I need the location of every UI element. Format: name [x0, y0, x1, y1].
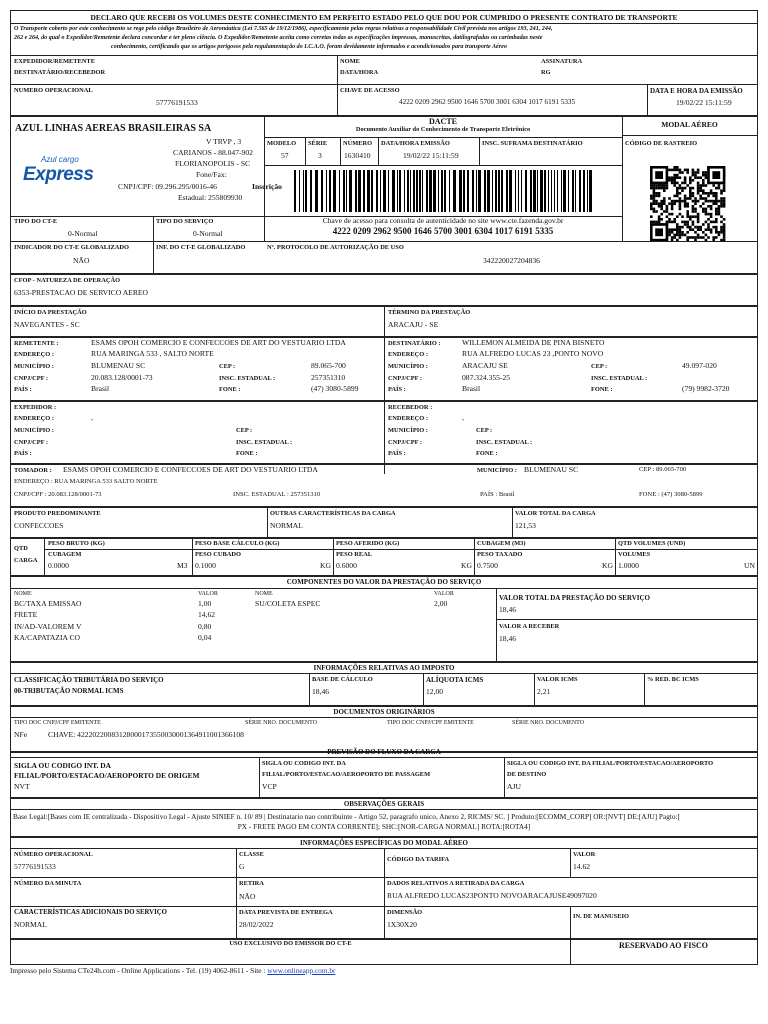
recipient-party-label: DESTINATÁRIO : [388, 340, 441, 347]
flow-origin-label: SIGLA OU CODIGO INT. DA FILIAL/PORTO/ESTACAO/AEROPORTO DE ORIGEM [14, 761, 200, 780]
cubed-weight-value: 0.1000 [195, 561, 216, 570]
dim-value: 1X30X20 [387, 920, 417, 929]
route-start-label: INÍCIO DA PRESTAÇÃO [14, 309, 87, 316]
modal-value: 14.62 [573, 862, 591, 871]
vol-unit: UN [744, 561, 755, 570]
docs-col-2: SÉRIE NRO. DOCUMENTO [245, 720, 318, 726]
recipient-address: RUA ALFREDO LUCAS 23 ,PONTO NOVO [462, 349, 604, 358]
rg-label: RG [541, 69, 551, 76]
model-label: MODELO [267, 140, 297, 147]
barcode-image [292, 170, 596, 212]
tomador-label: TOMADOR : [14, 467, 52, 474]
recebedor-city-label: MUNICÍPIO : [388, 427, 428, 434]
product-value: CONFECCOES [14, 521, 64, 530]
legal-line-1: O Transporte coberto por este conhecimento se rege pelo código Brasileiro de Aeronáutica (Lei 7.565 de 19/12/1986), especificamente pelas regras relativas a responsabilidade Civil prevista nos artigos 193, 241, 244, [14, 26, 553, 32]
tracking-label: CÓDIGO DE RASTREIO [625, 140, 698, 147]
recipient-phone-label: FONE : [591, 386, 613, 393]
component-name: BC/TAXA EMISSAO [14, 599, 82, 608]
components-title: COMPONENTES DO VALOR DA PRESTAÇÃO DO SERVIÇO [286, 578, 482, 586]
protocol-value: 342220027204836 [483, 256, 540, 265]
number-label: NÚMERO [343, 140, 373, 147]
global-label: INDICADOR DO CT-E GLOBALIZADO [14, 244, 129, 251]
exclusive-label: USO EXCLUSIVO DO EMISSOR DO CT-E [229, 940, 352, 947]
modal-title: INFORMAÇÕES ESPECÍFICAS DO MODAL AÉREO [299, 839, 469, 847]
global-value: NÃO [73, 256, 90, 265]
azul-cargo-express-logo [19, 156, 119, 188]
dacte-title: DACTE [428, 117, 457, 126]
receipt-declaration: DECLARO QUE RECEBI OS VOLUMES DESTE CONHECIMENTO EM PERFEITO ESTADO PELO QUE DOU POR CUMPRIDO O PRESENTE CONTRATO DE TRANSPORTE [90, 13, 678, 22]
component-name: IN/AD-VALOREM V [14, 621, 82, 631]
consult-text: Chave de acesso para consulta de autenticidade no site www.cte.fazenda.gov.br [322, 216, 564, 225]
sender-party-label: REMETENTE : [14, 340, 59, 347]
component-name: SU/COLETA ESPEC [255, 599, 321, 608]
pickup-value: RUA ALFREDO LUCAS23PONTO NOVOARACAJUSE49097020 [387, 891, 597, 900]
sender-ie-label: INSC. ESTADUAL : [219, 375, 276, 382]
recipient-name: WILLEMON ALMEIDA DE PINA BISNETO [462, 338, 605, 347]
route-end: ARACAJU - SE [388, 320, 439, 329]
real-weight-value: 0.6000 [336, 561, 357, 570]
carrier-ie: Estadual: 255809930 [178, 193, 243, 202]
receive-label: VALOR A RECEBER [499, 623, 560, 630]
volumes-label: QTD VOLUMES (UND) [618, 540, 686, 547]
number-value: 1630410 [344, 151, 371, 160]
recipient-cep: 49.097-020 [682, 361, 717, 370]
comp-name-col: NOME [14, 591, 32, 597]
sender-label: EXPEDIDOR/REMETENTE [14, 58, 95, 65]
recebedor-label: RECEBEDOR : [388, 404, 433, 411]
comp-value-col-2: VALOR [434, 591, 454, 597]
tomador-country: PAÍS : Brasil [480, 491, 515, 498]
cfop-value: 6353-PRESTACAO DE SERVICO AEREO [14, 288, 149, 297]
retira-label: RETIRA [239, 880, 264, 887]
signature-label: ASSINATURA [541, 58, 583, 65]
sender-cnpj-label: CNPJ/CPF : [14, 375, 49, 382]
recipient-cnpj: 087.324.355-25 [462, 373, 511, 382]
qr-code-image [648, 164, 728, 242]
recipient-cnpj-label: CNPJ/CPF : [388, 375, 423, 382]
tomador-name: ESAMS OPOH COMERCIO E CONFECCOES DE ART DO VESTUARIO LTDA [63, 465, 318, 474]
tax-class-value: 00-TRIBUTAÇÃO NORMAL ICMS [14, 687, 124, 695]
op-number: 57776191533 [156, 98, 198, 107]
access-key-main: 4222 0209 2962 9500 1646 5700 3001 6304 1017 6191 5335 [332, 226, 554, 236]
recebedor-cnpj-label: CNPJ/CPF : [388, 439, 423, 446]
expedidor-city-label: MUNICÍPIO : [14, 427, 54, 434]
product-label: PRODUTO PREDOMINANTE [14, 510, 101, 517]
flow-pass-value: VCP [262, 782, 277, 791]
flow-dest-value: AJU [507, 782, 521, 791]
protocol-label: Nº. PROTOCOLO DE AUTORIZAÇÃO DE USO [267, 244, 404, 251]
vol-label: VOLUMES [618, 551, 651, 558]
expedidor-cnpj-label: CNPJ/CPF : [14, 439, 49, 446]
route-start: NAVEGANTES - SC [14, 320, 80, 329]
component-name: FRETE [14, 610, 38, 620]
modal-class-label: CLASSE [239, 851, 264, 858]
tomador-address: ENDEREÇO : RUA MARINGA 533 SALTO NORTE [14, 478, 158, 485]
expedidor-ie-label: INSC. ESTADUAL : [236, 439, 293, 446]
cte-type-value: 0-Normal [68, 229, 98, 238]
flow-pass-label-2: FILIAL/PORTO/ESTACAO/AEROPORTO DE PASSAGEM [262, 771, 431, 778]
tax-value-label: VALOR ICMS [537, 676, 578, 683]
model-value: 57 [281, 151, 289, 160]
logo-main-text: Express [23, 164, 94, 185]
extra-value: NORMAL [14, 920, 47, 929]
cte-type-label: TIPO DO CT-E [14, 218, 58, 225]
doc-type: NFe [14, 730, 28, 739]
dim-label: DIMENSÃO [387, 909, 423, 916]
tax-base-label: BASE DE CÁLCULO [312, 676, 373, 683]
service-type-value: 0-Normal [193, 229, 223, 238]
recipient-ie-label: INSC. ESTADUAL : [591, 375, 648, 382]
carrier-phone: Fone/Fax: [196, 170, 227, 179]
sender-country-label: PAÍS : [14, 386, 32, 393]
carrier-addr-3: FLORIANOPOLIS - SC [175, 159, 251, 168]
recipient-phone: (79) 9982-3720 [682, 384, 730, 393]
modal-class-value: G [239, 862, 245, 871]
legal-line-2: 262 e 264, do qual o Expedidor/Remetente declara concordar e ter pleno ciência. O Expedidor/Remetente aceita como corretas todas as especificações impressas, manuscritas, datilografadas ou carimbadas neste [14, 35, 543, 41]
op-number-label: NUMERO OPERACIONAL [14, 87, 93, 94]
manuseio-label: IN. DE MANUSEIO [573, 913, 629, 920]
docs-title: DOCUMENTOS ORIGINÁRIOS [333, 708, 435, 716]
series-value: 3 [318, 151, 322, 160]
obs-line-2: PX - FRETE PAGO EM CONTA CORRENTE]; SHC:[NOR-CARGA NORMAL] ROTA:[ROTA4] [237, 822, 531, 831]
real-weight-unit: KG [461, 561, 472, 570]
flow-origin-value: NVT [14, 782, 30, 791]
emission-label: DATA E HORA DA EMISSÃO [650, 87, 743, 95]
route-end-label: TÉRMINO DA PRESTAÇÃO [388, 309, 471, 316]
recipient-city-label: MUNICÍPIO : [388, 363, 428, 370]
recipient-label: DESTINATÁRIO/RECEBEDOR [14, 69, 106, 76]
tax-title: INFORMAÇÕES RELATIVAS AO IMPOSTO [313, 664, 455, 672]
recebedor-phone-label: FONE : [476, 450, 498, 457]
component-value: 2,00 [434, 599, 448, 608]
comp-name-col-2: NOME [255, 591, 273, 597]
obs-title: OBSERVAÇÕES GERAIS [343, 800, 425, 808]
global-info-label: INF. DO CT-E GLOBALIZADO [156, 244, 246, 251]
sender-phone: (47) 3080-5899 [311, 384, 359, 393]
recebedor-ie-label: INSC. ESTADUAL : [476, 439, 533, 446]
other-char-label: OUTRAS CARACTERÍSTICAS DA CARGA [270, 510, 396, 517]
reserved-label: RESERVADO AO FISCO [619, 941, 708, 950]
pickup-label: DADOS RELATIVOS A RETIRADA DA CARGA [387, 880, 525, 887]
retira-value: NÃO [239, 892, 256, 901]
sender-cep-label: CEP : [219, 363, 236, 370]
sender-phone-label: FONE : [219, 386, 241, 393]
component-name: KA/CAPATAZIA CO [14, 632, 80, 642]
delivery-label: DATA PREVISTA DE ENTREGA [239, 909, 333, 916]
component-value: 0,80 [198, 621, 212, 631]
expedidor-phone-label: FONE : [236, 450, 258, 457]
docs-col-4: SÉRIE NRO. DOCUMENTO [512, 720, 585, 726]
tax-rate-label: ALÍQUOTA ICMS [426, 676, 484, 684]
access-key-top: 4222 0209 2962 9500 1646 5700 3001 6304 1017 6191 5335 [399, 98, 576, 106]
carrier-addr-1: V TRVP , 3 [206, 137, 242, 146]
cubed-weight-label: PESO CUBADO [195, 551, 241, 558]
flow-title: PREVISÃO DO FLUXO DA CARGA [327, 748, 441, 756]
footer-text: Impresso pelo Sistema CTe24h.com - Online Applications - Tel. (19) 4062-8611 - Site : [10, 966, 266, 975]
carrier-ie-label: Inscrição [252, 182, 282, 191]
minuta-label: NÚMERO DA MINUTA [14, 880, 82, 887]
sender-cnpj: 20.083.128/0001-73 [91, 373, 153, 382]
recipient-cep-label: CEP : [591, 363, 608, 370]
doc-key: CHAVE: 42220220083128000173550030001364911001366108 [48, 730, 244, 739]
recipient-country-label: PAÍS : [388, 386, 406, 393]
sender-address: RUA MARINGA 533 , SALTO NORTE [91, 349, 214, 358]
measured-weight-label: PESO AFERIDO (KG) [336, 540, 400, 547]
component-value: 14,62 [198, 610, 216, 620]
taxed-weight-label: PESO TAXADO [477, 551, 523, 558]
expedidor-label: EXPEDIDOR : [14, 404, 57, 411]
service-total-value: 18,46 [499, 605, 517, 614]
cfop-label: CFOP - NATUREZA DE OPERAÇÃO [14, 277, 121, 284]
access-key-label: CHAVE DE ACESSO [340, 87, 400, 94]
delivery-value: 28/02/2022 [239, 920, 274, 929]
docs-col-3: TIPO DOC CNPJ/CPF EMITENTE [387, 720, 474, 726]
modal-label: MODAL AÉREO [661, 120, 718, 129]
emission-top: 19/02/22 15:11:59 [676, 98, 732, 107]
recebedor-address: , [462, 413, 464, 422]
extra-label: CARACTERÍSTICAS ADICIONAIS DO SERVIÇO [14, 909, 167, 916]
footer [10, 967, 335, 974]
modal-op-label: NÚMERO OPERACIONAL [14, 851, 93, 858]
sender-city: BLUMENAU SC [91, 361, 146, 370]
tomador-ie: INSC. ESTADUAL : 257351310 [233, 491, 321, 498]
suframa-label: INSC. SUFRAMA DESTINATÁRIO [482, 140, 583, 147]
recebedor-address-label: ENDEREÇO : [388, 415, 428, 422]
emission-label-2: DATA/HORA EMISSÃO [381, 140, 450, 147]
tax-base-value: 18,46 [312, 687, 330, 696]
taxed-weight-unit: KG [602, 561, 613, 570]
legal-line-3: conhecimento, certificando que os artigos perigosos pela regulamentação do I.C.A.O. foram devidamente informados e acondicionados para transporte Aéreo [111, 44, 507, 50]
tomador-city-label: MUNICÍPIO : [477, 467, 517, 474]
sender-country: Brasil [91, 384, 110, 393]
total-cargo-label: VALOR TOTAL DA CARGA [515, 510, 596, 517]
tax-red-label: % RED. BC ICMS [647, 676, 699, 683]
carga-label: CARGA [14, 557, 38, 564]
recipient-city: ARACAJU SE [462, 361, 508, 370]
cubagem-label: CUBAGEM [48, 551, 82, 558]
logo-top-text: Azul cargo [41, 155, 79, 164]
datetime-label: DATA/HORA [340, 69, 379, 76]
expedidor-country-label: PAÍS : [14, 450, 32, 457]
dacte-subtitle: Documento Auxiliar do Conhecimento de Transporte Eletrônico [355, 126, 531, 133]
vol-value: 1.0000 [618, 561, 639, 570]
carrier-name: AZUL LINHAS AEREAS BRASILEIRAS SA [15, 123, 212, 134]
tomador-cnpj: CNPJ/CPF : 20.083.128/0001-73 [14, 491, 102, 498]
sender-city-label: MUNICÍPIO : [14, 363, 54, 370]
gross-weight-label: PESO BRUTO (KG) [48, 540, 105, 547]
flow-dest-label-1: SIGLA OU CODIGO INT. DA FILIAL/PORTO/ESTACAO/AEROPORTO [507, 760, 714, 767]
modal-tariff-label: CÓDIGO DA TARIFA [387, 856, 450, 863]
cubagem-unit: M3 [177, 561, 188, 570]
recipient-country: Brasil [462, 384, 481, 393]
recipient-address-label: ENDEREÇO : [388, 351, 428, 358]
service-total-label: VALOR TOTAL DA PRESTAÇÃO DO SERVIÇO [499, 594, 651, 602]
modal-op-value: 57776191533 [14, 862, 56, 871]
dacte-document [10, 10, 758, 965]
sender-ie: 257351310 [311, 373, 346, 382]
receive-value: 18,46 [499, 634, 517, 643]
expedidor-address-label: ENDEREÇO : [14, 415, 54, 422]
tax-rate-value: 12,00 [426, 687, 444, 696]
carrier-cnpj: CNPJ/CPF: 09.296.295/0016-46 [118, 182, 217, 191]
docs-col-1: TIPO DOC CNPJ/CPF EMITENTE [14, 720, 101, 726]
name-label: NOME [340, 58, 360, 65]
modal-value-label: VALOR [573, 851, 596, 858]
footer-link[interactable]: www.onlineapp.com.br [267, 966, 336, 975]
component-value: 0,04 [198, 632, 212, 642]
comp-value-col: VALOR [198, 591, 218, 597]
tomador-phone: FONE : (47) 3080-5899 [639, 491, 703, 498]
cubage-m3-label: CUBAGEM (M3) [477, 540, 526, 547]
cubed-weight-unit: KG [320, 561, 331, 570]
tomador-city: BLUMENAU SC [524, 465, 579, 474]
recebedor-cep-label: CEP : [476, 427, 493, 434]
emission-value-2: 19/02/22 15:11:59 [403, 151, 459, 160]
component-value: 1,00 [198, 599, 212, 608]
base-weight-label: PESO BASE CÁLCULO (KG) [195, 540, 280, 547]
tax-class-label: CLASSIFICAÇÃO TRIBUTÁRIA DO SERVIÇO [14, 676, 164, 684]
sender-cep: 89.065-700 [311, 361, 346, 370]
real-weight-label: PESO REAL [336, 551, 373, 558]
tomador-cep: CEP : 89.065-700 [639, 466, 687, 473]
expedidor-address: , [91, 413, 93, 422]
tax-value: 2,21 [537, 687, 551, 696]
obs-line-1: Base Legal:[Bases com IE centralizada - Dispositivo Legal - Ajuste SINIEF n. 10/ 89 | Destinatario nao contribuinte - Artigo 52, paragrafo unico, Anexo 2, RICMS/ SC. ] Produto:[ECOMM_CORP] OR:[NVT] DE:[AJU] Pagto:[ [13, 812, 680, 821]
sender-address-label: ENDEREÇO : [14, 351, 54, 358]
recebedor-country-label: PAÍS : [388, 450, 406, 457]
qtd-label: QTD [14, 545, 28, 552]
flow-pass-label-1: SIGLA OU CODIGO INT. DA [262, 760, 346, 767]
sender-name: ESAMS OPOH COMERCIO E CONFECCOES DE ART DO VESTUARIO LTDA [91, 338, 346, 347]
series-label: SÉRIE [308, 140, 328, 147]
other-char-value: NORMAL [270, 521, 303, 530]
total-cargo-value: 121,53 [515, 521, 536, 530]
carrier-addr-2: CARIANOS - 88.047-902 [173, 148, 253, 157]
flow-dest-label-2: DE DESTINO [507, 771, 547, 778]
cubagem-value: 0.0000 [48, 561, 69, 570]
service-type-label: TIPO DO SERVIÇO [156, 218, 214, 225]
expedidor-cep-label: CEP : [236, 427, 253, 434]
taxed-weight-value: 0.7500 [477, 561, 498, 570]
